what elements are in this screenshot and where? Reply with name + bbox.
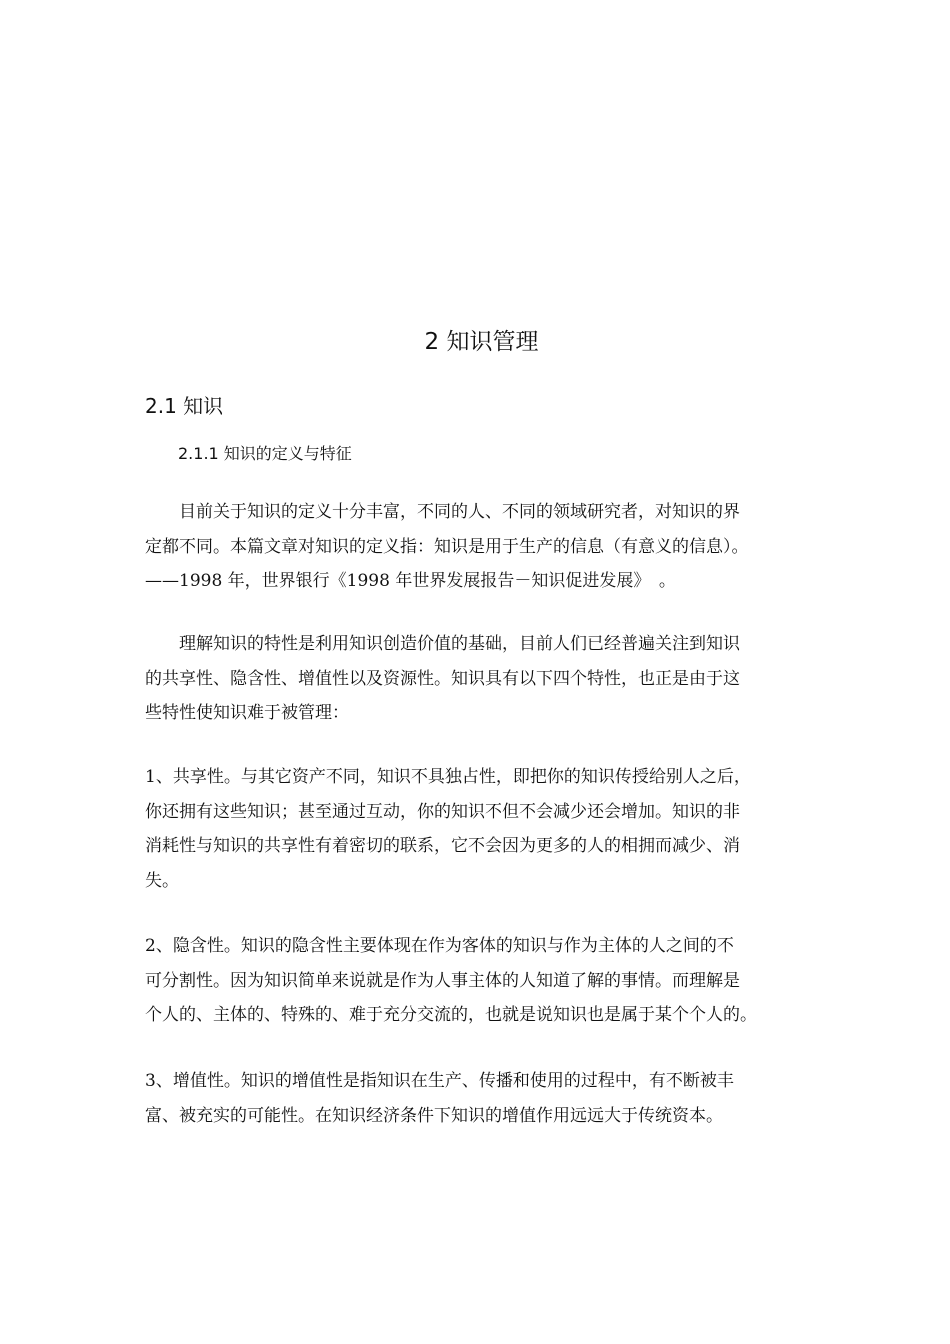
paragraph-tacitness bbox=[145, 929, 835, 1033]
chapter-title: 2 知识管理 bbox=[424, 329, 539, 355]
paragraph-line: 目前关于知识的定义十分丰富，不同的人、不同的领域研究者，对知识的界 bbox=[179, 502, 740, 522]
paragraph-line: 理解知识的特性是利用知识创造价值的基础，目前人们已经普遍关注到知识 bbox=[179, 634, 740, 654]
paragraph-line: 消耗性与知识的共享性有着密切的联系，它不会因为更多的人的相拥而减少、消 bbox=[145, 836, 740, 856]
paragraph-line: 可分割性。因为知识简单来说就是作为人事主体的人知道了解的事情。而理解是 bbox=[145, 970, 740, 991]
paragraph-sharing bbox=[145, 760, 835, 898]
paragraph-line: 定都不同。本篇文章对知识的定义指：知识是用于生产的信息（有意义的信息）。 bbox=[145, 536, 749, 557]
paragraph-line: 3、增值性。知识的增值性是指知识在生产、传播和使用的过程中，有不断被丰 bbox=[145, 1071, 734, 1091]
paragraph-value-adding bbox=[145, 1064, 835, 1133]
paragraph-line: 失。 bbox=[145, 870, 179, 891]
paragraph-knowledge-definition bbox=[145, 495, 835, 599]
paragraph-line: 些特性使知识难于被管理： bbox=[145, 703, 349, 723]
paragraph-line: 个人的、主体的、特殊的、难于充分交流的，也就是说知识也是属于某个个人的。 bbox=[145, 1005, 757, 1025]
paragraph-line: 富、被充实的可能性。在知识经济条件下知识的增值作用远远大于传统资本。 bbox=[145, 1105, 723, 1126]
paragraph-line: 你还拥有这些知识；甚至通过互动，你的知识不但不会减少还会增加。知识的非 bbox=[145, 801, 740, 822]
paragraph-knowledge-characteristics bbox=[145, 627, 835, 731]
paragraph-line: 的共享性、隐含性、增值性以及资源性。知识具有以下四个特性，也正是由于这 bbox=[145, 668, 740, 689]
paragraph-line: 1、共享性。与其它资产不同，知识不具独占性，即把你的知识传授给别人之后， bbox=[145, 767, 751, 787]
paragraph-line: 2、隐含性。知识的隐含性主要体现在作为客体的知识与作为主体的人之间的不 bbox=[145, 936, 734, 956]
subsection-title: 2.1.1 知识的定义与特征 bbox=[178, 444, 352, 463]
section-title: 2.1 知识 bbox=[145, 394, 224, 418]
paragraph-line: ——1998 年，世界银行《1998 年世界发展报告－知识促进发展》 。 bbox=[145, 571, 676, 591]
